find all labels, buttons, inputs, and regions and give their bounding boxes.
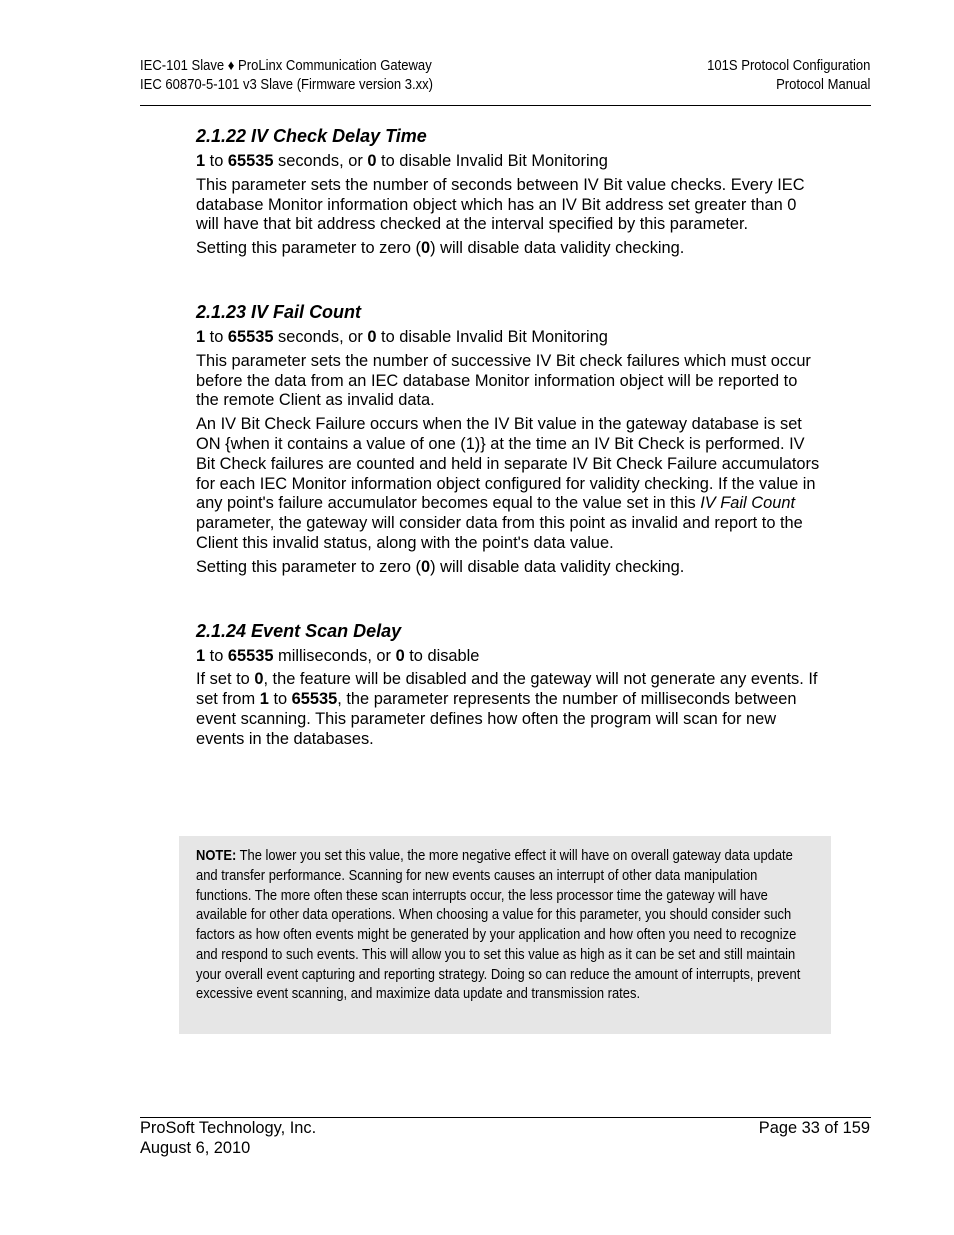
- range-zero: 0: [367, 327, 377, 346]
- range-max: 65535: [227, 646, 274, 665]
- header-product-subtitle: IEC 60870-5-101 v3 Slave (Firmware version 3.xx): [140, 77, 434, 93]
- header-chapter-title: 101S Protocol Configuration: [706, 58, 870, 74]
- footer-date: August 6, 2010: [140, 1138, 251, 1157]
- description-paragraph: If set to 0, the feature will be disabled and the gateway will not generate any events. If set from 1 to 65535, the parameter represents the number of milliseconds between event scanning. This parameter defines how often the program will scan for new events in the databases.: [196, 670, 818, 748]
- range-zero: 0: [395, 646, 405, 665]
- description-paragraph: This parameter sets the number of successive IV Bit check failures which must occur before the data from an IEC database Monitor information object will be reported to the remote Client as invalid data.: [196, 351, 811, 410]
- value-range: 1 to 65535 seconds, or 0 to disable Invalid Bit Monitoring: [196, 152, 608, 170]
- description-paragraph: This parameter sets the number of seconds between IV Bit value checks. Every IEC database Monitor information object which has an IV Bit address set greater than 0 will have that bit address checked at the interval specified by this parameter.: [196, 175, 805, 234]
- disable-paragraph: Setting this parameter to zero (0) will disable data validity checking.: [196, 557, 685, 576]
- section-event-scan-delay: [196, 619, 821, 750]
- header-divider: [140, 105, 871, 106]
- failure-paragraph: An IV Bit Check Failure occurs when the IV Bit value in the gateway database is set ON {when it contains a value of one (1)} at the time an IV Bit Check is performed. IV Bit Check failures are counted and held in separate IV Bit Check Failure accumulators for each IEC Monitor information object configured for validity checking. If the value in any point's failure accumulator becomes equal to the value set in this IV Fail Count parameter, the gateway will consider data from this point as invalid and report to the Client this invalid status, along with the point's data value.: [196, 415, 820, 552]
- section-iv-fail-count: [196, 300, 821, 578]
- note-box: [179, 836, 831, 1034]
- header-right: [707, 57, 870, 95]
- header-left: [140, 57, 433, 95]
- value-range: 1 to 65535 seconds, or 0 to disable Invalid Bit Monitoring: [196, 327, 608, 346]
- footer-right: [759, 1119, 870, 1139]
- disable-paragraph: Setting this parameter to zero (0) will disable data validity checking.: [196, 239, 685, 258]
- header-product-title: IEC-101 Slave ♦ ProLinx Communication Gateway: [140, 58, 432, 74]
- footer-company: ProSoft Technology, Inc.: [140, 1119, 317, 1137]
- range-min: 1: [196, 646, 206, 665]
- parameter-reference: IV Fail Count: [700, 494, 795, 513]
- section-heading: 2.1.22 IV Check Delay Time: [196, 126, 427, 146]
- page-number: Page 33 of 159: [758, 1119, 870, 1137]
- page-body: [196, 124, 821, 754]
- section-iv-check-delay-time: [196, 124, 821, 259]
- section-heading: 2.1.24 Event Scan Delay: [196, 620, 402, 641]
- range-zero: 0: [367, 152, 377, 170]
- note-text: [196, 847, 809, 1005]
- range-min: 1: [196, 152, 206, 170]
- range-min: 1: [196, 327, 206, 346]
- section-heading: 2.1.23 IV Fail Count: [196, 301, 362, 322]
- header-manual-title: Protocol Manual: [775, 77, 870, 93]
- range-max: 65535: [227, 327, 274, 346]
- note-label: NOTE:: [196, 848, 237, 864]
- footer-left: [140, 1119, 316, 1158]
- value-range: 1 to 65535 milliseconds, or 0 to disable: [196, 646, 480, 665]
- range-max: 65535: [227, 152, 274, 170]
- footer-divider: [140, 1117, 871, 1118]
- note-body: The lower you set this value, the more negative effect it will have on overall gateway data update and transfer performance. Scanning for new events causes an interrupt of other data manipulation functions. The more often these scan interrupts occur, the less processor time the gateway will have available for other data operations. When choosing a value for this parameter, you should consider such factors as how often events might be generated by your application and how often you need to recognize and respond to such events. This will allow you to set this value as high as it can be set and still maintain your overall event capturing and reporting strategy. Doing so can reduce the amount of interrupts, prevent excessive event scanning, and maximize data update and transmission rates.: [196, 848, 801, 1003]
